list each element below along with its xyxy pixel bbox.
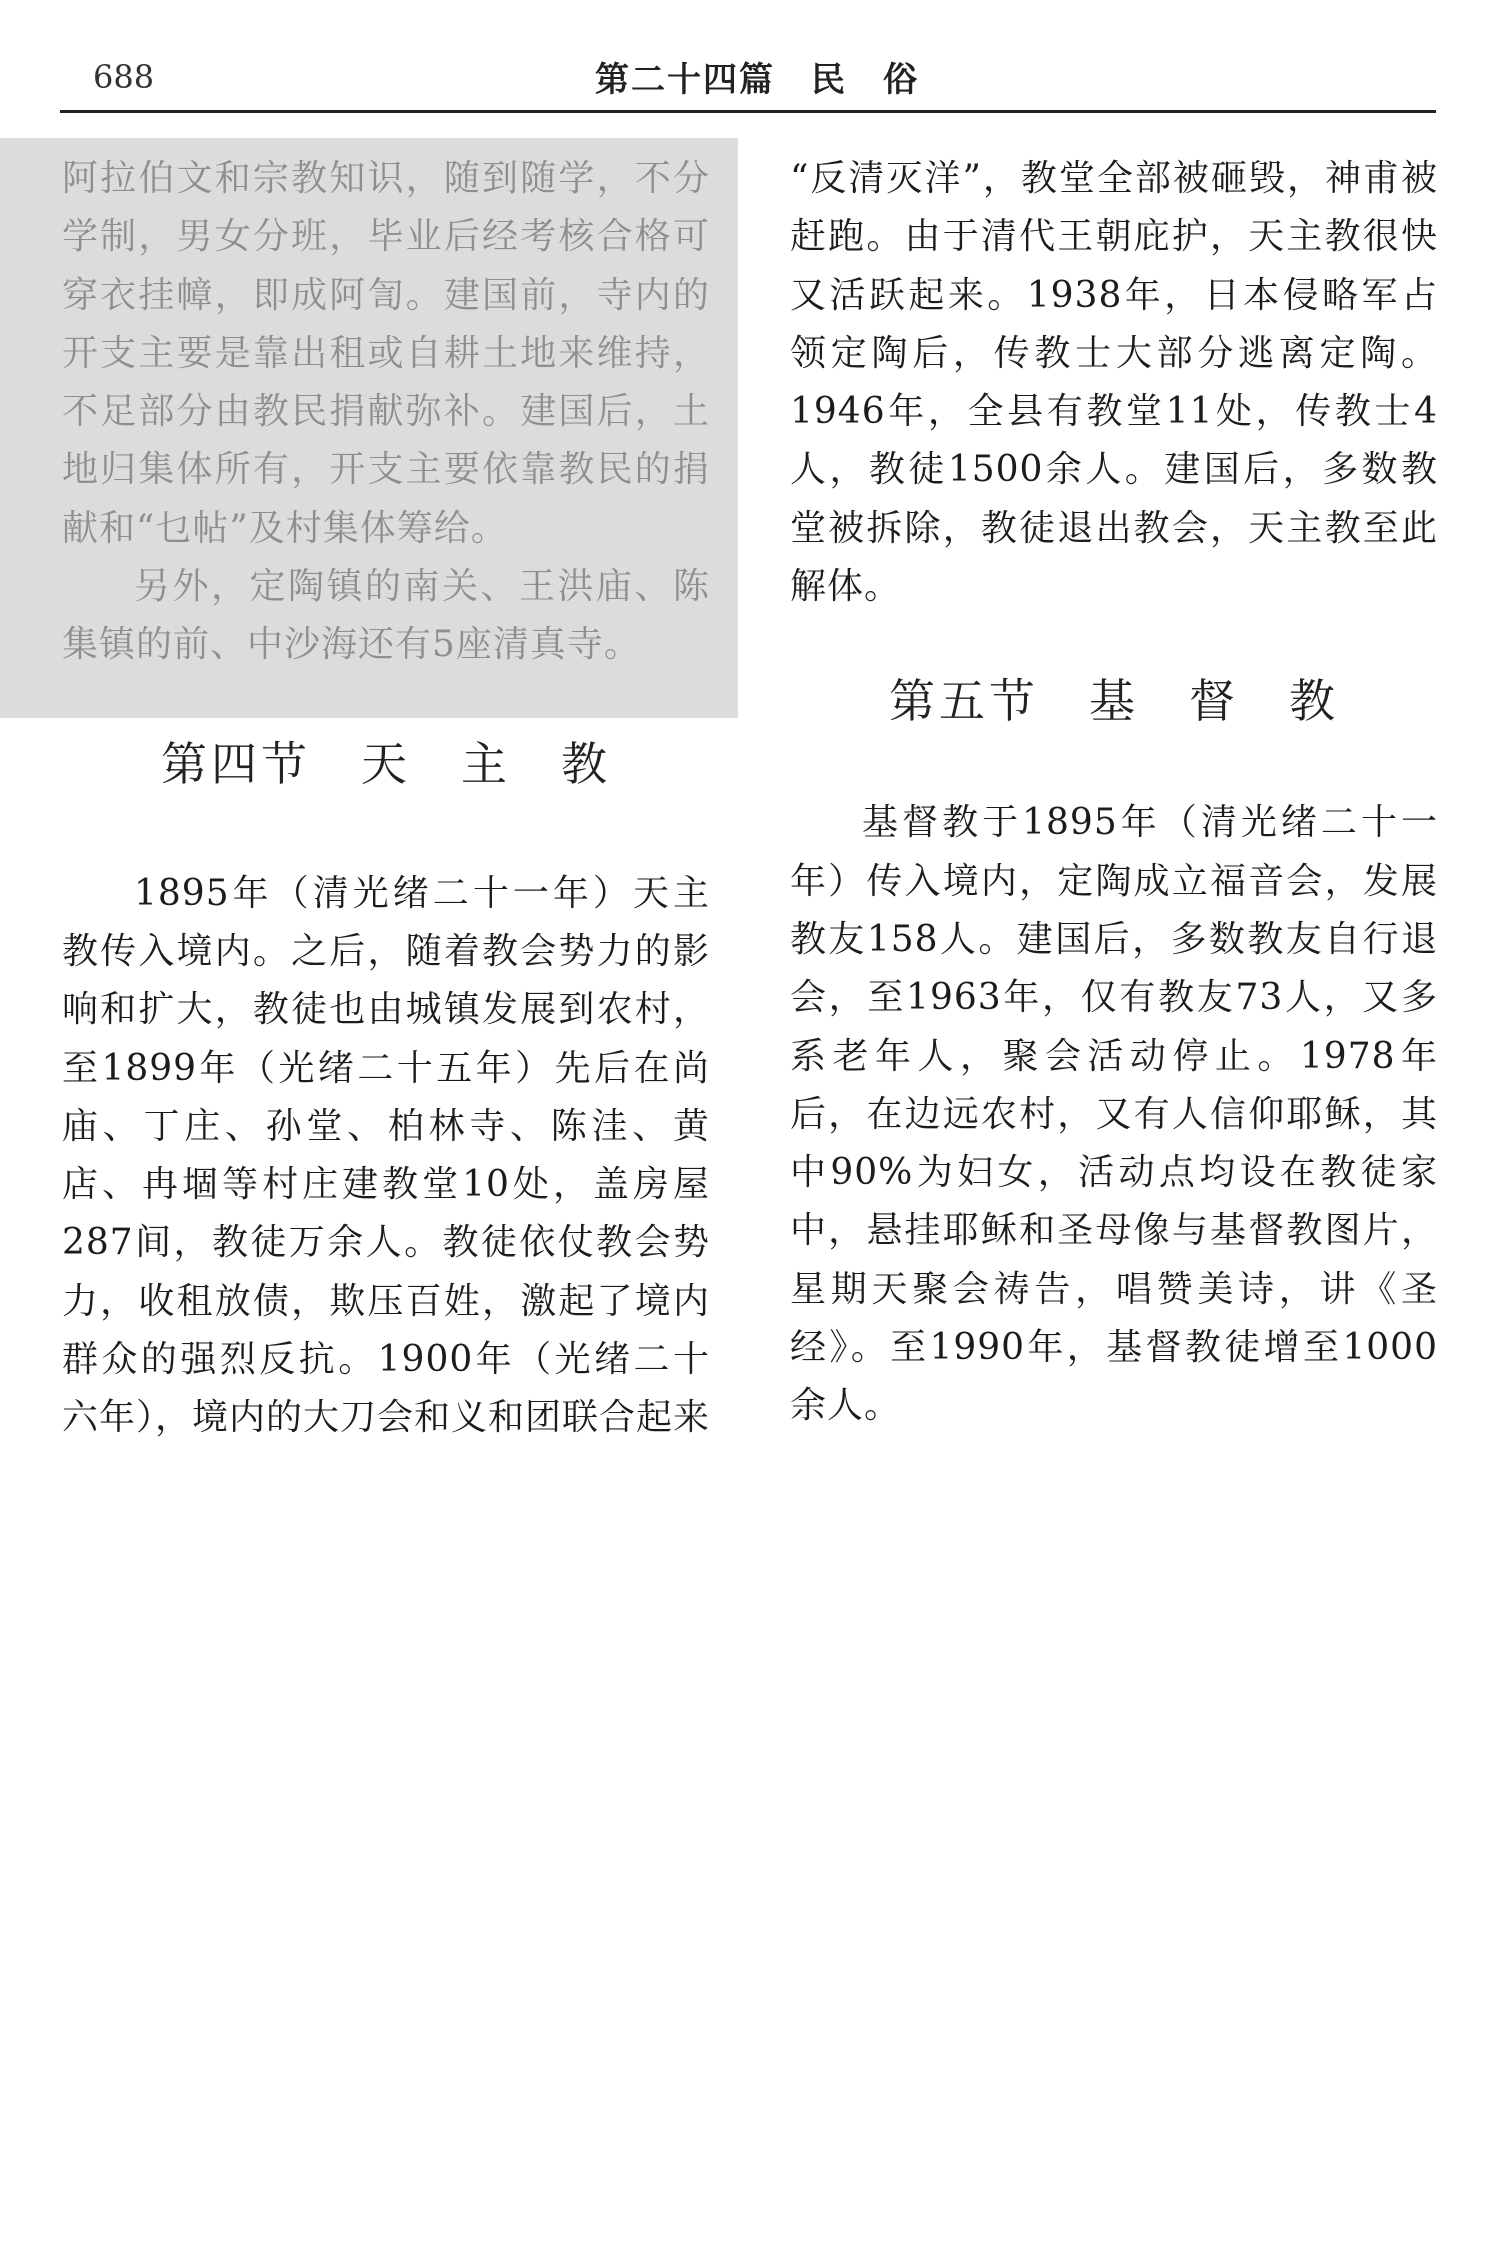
running-title: 第二十四篇 民 俗 <box>595 60 919 100</box>
header-rule <box>60 110 1436 113</box>
page-header <box>0 0 1500 112</box>
section-5-title: 第五节 基 督 教 <box>889 674 1339 729</box>
section-4-title: 第四节 天 主 教 <box>161 736 611 791</box>
catholicism-continuation-paragraph: “反清灭洋”，教堂全部被砸毁，神甫被赶跑。由于清代王朝庇护，天主教很快又活跃起来。1938年，日本侵略军占领定陶后，传教士大部分逃离定陶。1946年，全县有教堂11处，传教士4人，教徒1500余人。建国后，多数教堂被拆除，教徒退出教会，天主教至此解体。 <box>790 158 1438 608</box>
mosques-paragraph: 另外，定陶镇的南关、王洪庙、陈集镇的前、中沙海还有5座清真寺。 <box>62 566 710 666</box>
page-number: 688 <box>93 58 155 96</box>
right-column <box>790 150 1438 1436</box>
islam-continuation-paragraph: 阿拉伯文和宗教知识，随到随学，不分学制，男女分班，毕业后经考核合格可穿衣挂幛，即成阿訇。建国前，寺内的开支主要是靠出租或自耕土地来维持，不足部分由教民捐献弥补。建国后，土地归集体所有，开支主要依靠教民的捐献和“乜帖”及村集体筹给。 <box>62 158 710 549</box>
catholicism-paragraph: 1895年（清光绪二十一年）天主教传入境内。之后，随着教会势力的影响和扩大，教徒也由城镇发展到农村，至1899年（光绪二十五年）先后在尚庙、丁庄、孙堂、柏林寺、陈洼、黄店、冉堌等村庄建教堂10处，盖房屋287间，教徒万余人。教徒依仗教会势力，收租放债，欺压百姓，激起了境内群众的强烈反抗。1900年（光绪二十六年），境内的大刀会和义和团联合起来 <box>62 872 711 1439</box>
left-column <box>62 150 710 1448</box>
christianity-paragraph: 基督教于1895年（清光绪二十一年）传入境内，定陶成立福音会，发展教友158人。建国后，多数教友自行退会，至1963年，仅有教友73人，又多系老年人，聚会活动停止。1978年后，在边远农村，又有人信仰耶稣，其中90%为妇女，活动点均设在教徒家中，悬挂耶稣和圣母像与基督教图片，星期天聚会祷告，唱赞美诗，讲《圣经》。至1990年，基督教徒增至1000余人。 <box>790 802 1438 1427</box>
